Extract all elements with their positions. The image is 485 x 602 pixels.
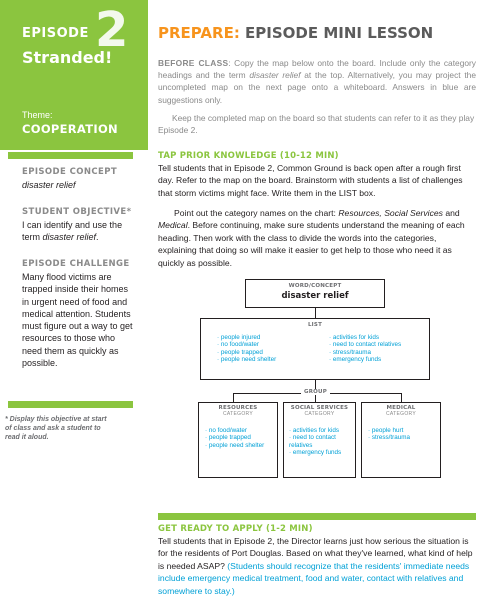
list-item: · stress/trauma xyxy=(329,349,401,356)
before-class-note: Keep the completed map on the board so that students can refer to it as they play Episode 2. xyxy=(158,113,475,136)
theme-label: Theme: xyxy=(22,110,53,120)
list-item: · emergency funds xyxy=(329,356,401,363)
list-item: · no food/water xyxy=(217,341,276,348)
list-left-items xyxy=(217,334,276,364)
medical-heading: MEDICAL xyxy=(386,405,416,411)
category-label: CATEGORY xyxy=(223,411,253,417)
list-item: · activities for kids xyxy=(329,334,401,341)
group-heading: GROUP xyxy=(301,389,330,395)
student-objective-text: I can identify and use the term disaster relief. xyxy=(22,220,123,243)
word-concept-heading: WORD/CONCEPT xyxy=(288,283,342,289)
connector-line xyxy=(233,393,234,402)
resources-box xyxy=(198,402,278,478)
list-item: · people need shelter xyxy=(205,442,275,449)
before-class-paragraph: BEFORE CLASS: Copy the map below onto the board. Include only the category headings and the term disaster relief at the top. Alternatively, you may project the uncompleted map on the next page onto a whiteboard. Answers in blue are suggestions only. xyxy=(158,58,476,105)
list-heading: LIST xyxy=(307,322,323,328)
list-item: · need to contact relatives xyxy=(329,341,401,348)
list-box xyxy=(200,318,430,380)
section-divider xyxy=(158,513,476,520)
medical-box xyxy=(361,402,441,478)
list-item: · people trapped xyxy=(205,434,275,441)
list-item: · no food/water xyxy=(205,427,275,434)
category-label: CATEGORY xyxy=(304,411,335,417)
episode-concept-value: disaster relief xyxy=(22,180,76,190)
list-item: · people need shelter xyxy=(217,356,276,363)
tap-paragraph-1: Tell students that in Episode 2, Common Ground is back open after a rough first day. Refer to the map on the board. Brainstorm with students a list of challenges that storm victims might face. Write them in the LIST box. xyxy=(158,163,463,198)
social-services-items xyxy=(289,427,355,457)
word-concept-value: disaster relief xyxy=(281,291,349,301)
episode-challenge-section xyxy=(22,259,140,369)
word-concept-box xyxy=(245,279,385,308)
episode-challenge-heading: EPISODE CHALLENGE xyxy=(22,259,130,269)
resources-items xyxy=(205,427,275,449)
tap-prior-knowledge-heading: TAP PRIOR KNOWLEDGE (10-12 MIN) xyxy=(158,151,339,161)
category-label: CATEGORY xyxy=(386,411,416,417)
social-services-heading: SOCIAL SERVICES xyxy=(290,405,349,411)
sidebar xyxy=(0,0,148,602)
theme-value: COOPERATION xyxy=(22,122,118,136)
get-ready-paragraph: Tell students that in Episode 2, the Director learns just how serious the situation is for the residents of Port Douglas. Based on what they've learned, what kind of help is needed ASAP? (Students should recognize that the residents' immediate needs include emergency medical treatment, food and water, contact with relatives and somewhere to stay.) xyxy=(158,536,473,596)
get-ready-heading: GET READY TO APPLY (1-2 MIN) xyxy=(158,524,313,534)
episode-concept-heading: EPISODE CONCEPT xyxy=(22,167,118,177)
list-item: · stress/trauma xyxy=(368,434,438,441)
list-item: · activities for kids xyxy=(289,427,355,434)
episode-label: EPISODE xyxy=(22,26,89,41)
list-item: · people hurt xyxy=(368,427,438,434)
episode-number: 2 xyxy=(95,2,129,58)
list-item: · need to contact relatives xyxy=(289,434,355,449)
list-item: · people injured xyxy=(217,334,276,341)
resources-heading: RESOURCES xyxy=(218,405,258,411)
list-right-items xyxy=(329,334,401,364)
list-item: · emergency funds xyxy=(289,449,355,456)
sidebar-divider xyxy=(8,152,133,159)
episode-concept-section xyxy=(22,167,140,191)
sidebar-divider-lower xyxy=(8,401,133,408)
episode-title: Stranded! xyxy=(22,48,113,67)
social-services-box xyxy=(283,402,356,478)
connector-line xyxy=(315,308,316,318)
page-title: PREPARE: EPISODE MINI LESSON xyxy=(158,24,434,42)
tap-paragraph-2: Point out the category names on the chart: Resources, Social Services and Medical. Before continuing, make sure students understand the meaning of each heading. Then work with the class to divide the words into the categories, explaining that doing so will make it easier to get help to those who need it as quickly as possible. xyxy=(158,208,465,268)
objective-note: * Display this objective at start of class and ask a student to read it aloud. xyxy=(5,416,107,441)
student-objective-heading: STUDENT OBJECTIVE* xyxy=(22,207,132,217)
medical-items xyxy=(368,427,438,442)
student-objective-section xyxy=(22,207,140,244)
episode-challenge-text: Many flood victims are trapped inside their homes in urgent need of food and medical attention. Students must figure out a way to get resources to those who need them as quickly as possible. xyxy=(22,272,133,369)
episode-banner xyxy=(0,0,148,150)
list-item: · people trapped xyxy=(217,349,276,356)
connector-line xyxy=(401,393,402,402)
